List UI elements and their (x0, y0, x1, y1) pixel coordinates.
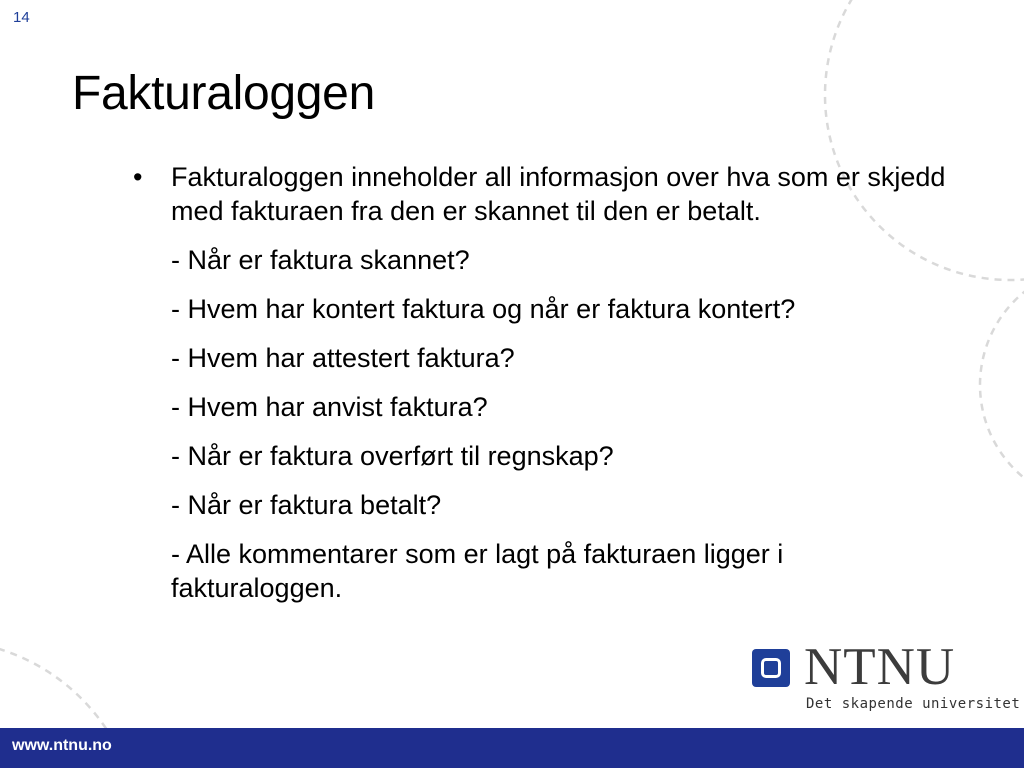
sub-point: - Når er faktura betalt? (171, 490, 442, 520)
footer-url: www.ntnu.no (12, 737, 112, 754)
sub-point: - Hvem har kontert faktura og når er faktura kontert? (171, 294, 796, 324)
bullet-icon: • (133, 162, 143, 192)
logo-tagline: Det skapende universitet (806, 696, 1021, 712)
ntnu-logo-icon (752, 649, 790, 687)
logo-wordmark: NTNU (804, 638, 956, 696)
footer-bar (0, 728, 1024, 768)
sub-point: - Når er faktura overført til regnskap? (171, 441, 614, 471)
slide-number: 14 (13, 9, 30, 26)
sub-point: - Når er faktura skannet? (171, 245, 470, 275)
bullet-text: Fakturaloggen inneholder all informasjon over hva som er skjedd med fakturaen fra den er skannet til den er betalt. (171, 162, 946, 226)
sub-point: - Hvem har anvist faktura? (171, 392, 488, 422)
slide-title: Fakturaloggen (72, 67, 375, 120)
slide-content (133, 160, 973, 620)
ntnu-logo (752, 638, 1021, 718)
bullet-item (133, 160, 973, 228)
sub-point: - Hvem har attestert faktura? (171, 343, 515, 373)
sub-point: - Alle kommentarer som er lagt på fakturaen ligger i fakturaloggen. (171, 539, 784, 603)
